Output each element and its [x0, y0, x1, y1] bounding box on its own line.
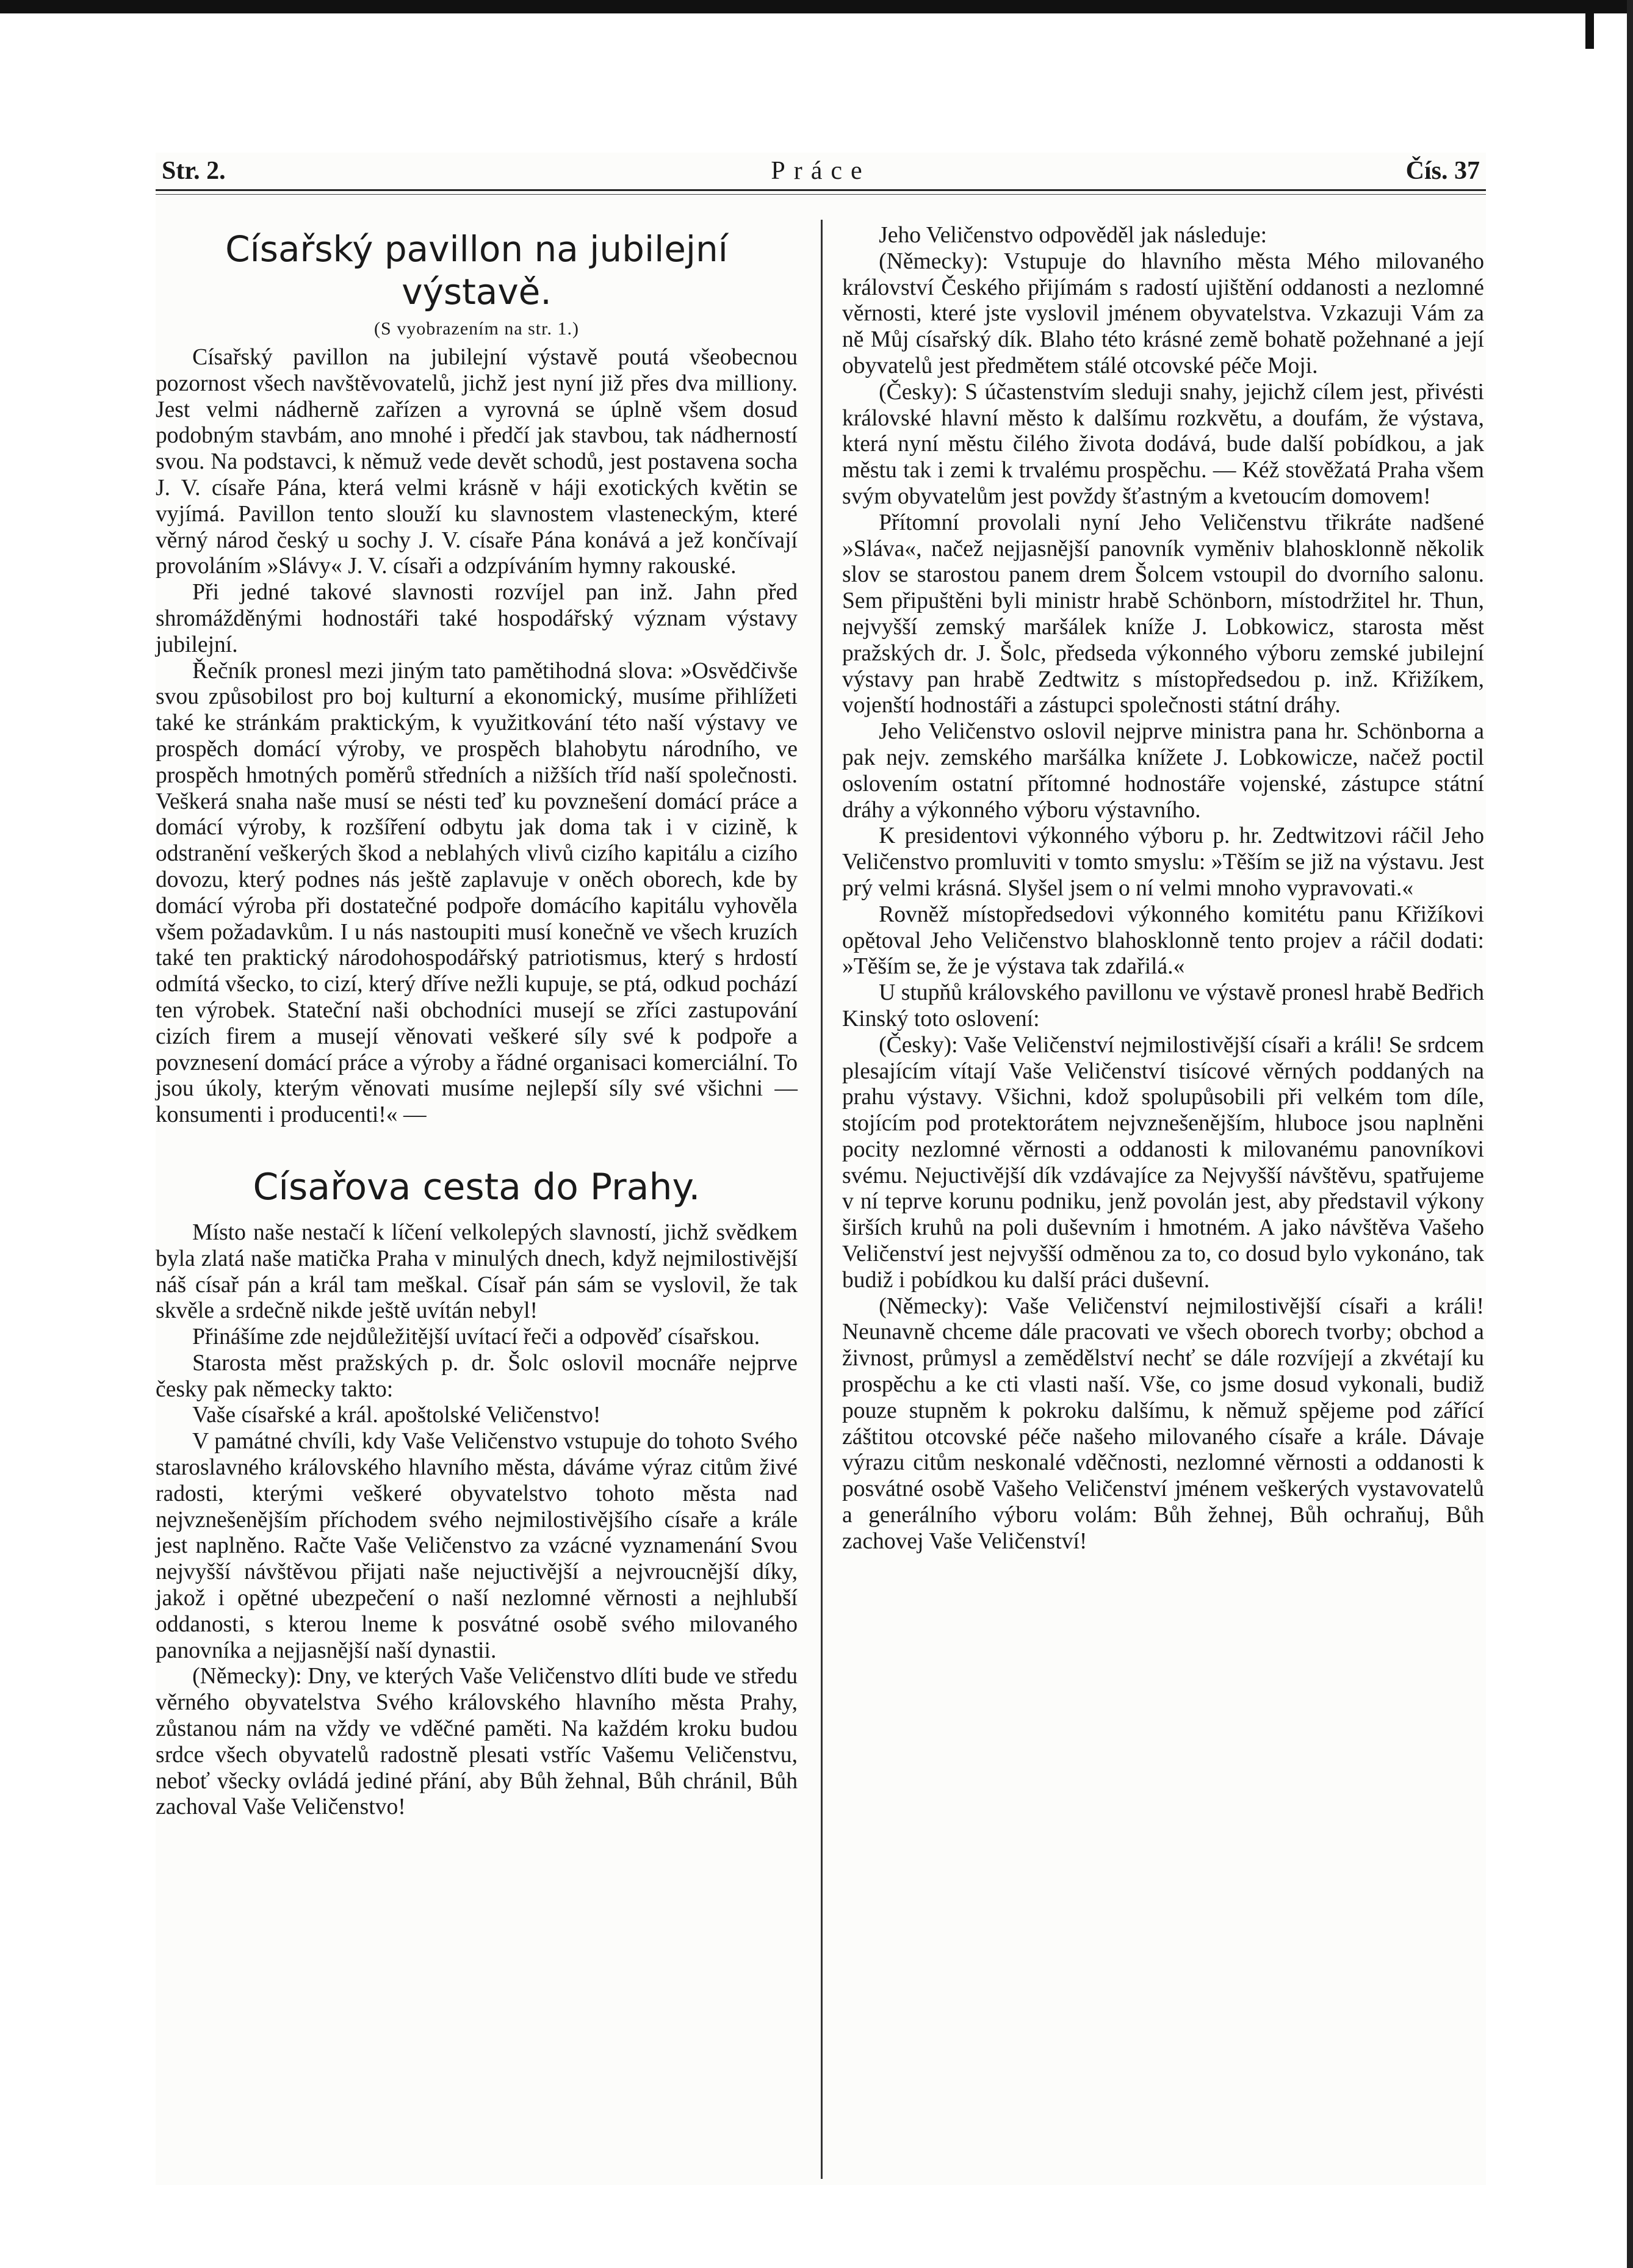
article-paragraph: (Německy): Dny, ve kterých Vaše Veličenstvo dlíti bude ve středu věrného obyvatelstva Svého královského hlavního města Prahy, zůstanou nám na vždy ve vděčné paměti. Na každém kroku budou srdce všech obyvatelů radostně plesati vstříc Vašemu Veličenstvu, neboť všecky ovládá jediné přání, aby Bůh žehnal, Bůh chránil, Bůh zachoval Vaše Veličenstvo!	[156, 1664, 798, 1820]
article-paragraph: (Německy): Vaše Veličenství nejmilostivější císaři a králi! Neunavně chceme dále pracovati ve všech oborech tvorby; obchod a živnost, průmysl a zemědělství nechť se dále rozvíjejí a zkvétají ku prospěchu a ke cti vlasti naší. Vše, co jsme dosud vykonali, budiž pouze stupněm k pokroku dalšímu, k němuž spějeme pod zářící záštitou otcovské péče našeho milovaného císaře a krále. Dávaje výrazu citům neskonalé vděčnosti, nezlomné věrnosti a oddanosti k posvátné osobě Vašeho Veličenství jménem veškerých vystavovatelů a generálního výboru volám: Bůh žehnej, Bůh ochraňuj, Bůh zachovej Vaše Veličenství!	[842, 1293, 1484, 1554]
article-paragraph: K presidentovi výkonného výboru p. hr. Zedtwitzovi ráčil Jeho Veličenstvo promluviti v tomto smyslu: »Těším se již na výstavu. Jest prý velmi krásná. Slyšel jsem o ní velmi mnoho vypravovati.«	[842, 823, 1484, 901]
issue-number: Čís. 37	[1405, 157, 1480, 185]
article-spacer	[156, 1129, 798, 1165]
newspaper-title: Práce	[771, 157, 871, 185]
article-paragraph: Starosta měst pražských p. dr. Šolc oslovil mocnáře nejprve česky pak německy takto:	[156, 1350, 798, 1402]
article-paragraph: U stupňů královského pavillonu ve výstavě pronesl hrabě Bedřich Kinský toto oslovení:	[842, 980, 1484, 1031]
left-column	[156, 223, 798, 1821]
article-paragraph: Rovněž místopředsedovi výkonného komitétu panu Křižíkovi opětoval Jeho Veličenstvo blahosklonně tento projev a ráčil dodati: »Těším se, že je výstava tak zdařilá.«	[842, 901, 1484, 980]
scan-border-top	[0, 0, 1633, 13]
scan-border-right	[1627, 0, 1633, 2268]
article-paragraph: (Česky): Vaše Veličenství nejmilostivější císaři a králi! Se srdcem plesajícím vítají Vaše Veličenství tisícové věrných poddaných na prahu výstavy. Všichni, kdož spolupůsobili při velkém tom díle, stojícím pod protektorátem nejvznešenějším, hluboce jsou naplněni pocity nezlomné věrnosti a oddanosti k milovanému panovníkovi svému. Nejuctivější dík vzdávajíce za Nejvyšší návštěvu, spatřujeme v ní teprve korunu podniku, jenž povolán jest, aby představil výkony širších kruhů na poli duševním i hmotném. A jako návštěva Vašeho Veličenství jest nejvyšší odměnou za to, co dosud bylo vykonáno, tak budiž i pobídkou ku další práci duševní.	[842, 1032, 1484, 1293]
header-rule	[156, 189, 1486, 191]
article-spacer	[156, 1209, 798, 1220]
scan-border-mark	[1585, 0, 1594, 49]
article-paragraph: Místo naše nestačí k líčení velkolepých slavností, jichž svědkem byla zlatá naše matička Praha v minulých dnech, když nejmilostivější náš císař pán a král tam meškal. Císař pán sám se vyslovil, že tak skvěle a srdečně nikde ještě uvítán nebyl!	[156, 1219, 798, 1324]
article-title-pavillon: Císařský pavillon na jubilejní výstavě.	[225, 228, 728, 312]
article-paragraph: Přinášíme zde nejdůležitější uvítací řeči a odpověď císařskou.	[192, 1324, 760, 1350]
page-number: Str. 2.	[162, 157, 226, 185]
running-header	[156, 153, 1486, 189]
article-paragraph: Přítomní provolali nyní Jeho Veličenstvu třikráte nadšené »Sláva«, načež nejjasnější panovník vyměniv blahosklonně několik slov se starostou panem drem Šolcem vstoupil do dvorního salonu. Sem připuštěni byli ministr hrabě Schönborn, místodržitel hr. Thun, nejvyšší zemský maršálek kníže J. Lobkowicz, starosta měst pražských dr. J. Šolc, předseda výkonného výboru zemské jubilejní výstavy pan hrabě Zedtwitz s místopředsedou p. inž. Křižíkem, vojenští hodnostáři a zástupci společnosti státní dráhy.	[842, 510, 1484, 718]
newspaper-page	[156, 153, 1486, 2185]
article-paragraph: Jeho Veličenstvo odpověděl jak následuje:	[879, 223, 1267, 248]
header-rule-thin	[156, 194, 1486, 195]
right-column	[842, 223, 1484, 1555]
article-title-cesta: Císařova cesta do Prahy.	[253, 1165, 701, 1208]
article-paragraph: Jeho Veličenstvo oslovil nejprve ministra pana hr. Schönborna a pak nejv. zemského maršálka knížete J. Lobkowicze, načež poctil oslovením ostatní přítomné hodnostáře vojenské, zástupce státní dráhy a výkonného výboru výstavního.	[842, 719, 1484, 823]
article-paragraph: (Německy): Vstupuje do hlavního města Mého milovaného království Českého přijímám s radostí ujištění oddanosti a nezlomné věrnosti, které jste vyslovil jménem obyvatelstva. Vzkazuji Vám za ně Můj císařský dík. Blaho této krásné země bohatě požehnané a její obyvatelů jest předmětem stálé otcovské péče Moji.	[842, 248, 1484, 378]
article-paragraph: Vaše císařské a král. apoštolské Veličenstvo!	[192, 1403, 601, 1428]
article-paragraph: Řečník pronesl mezi jiným tato pamětihodná slova: »Osvědčivše svou způsobilost pro boj kulturní a ekonomický, musíme přihlížeti také ke stránkám praktickým, k využitkování této naší výstavy ve prospěch domácí výroby, ve prospěch blahobytu národního, ve prospěch hmotných poměrů středních a nižších tříd naší společnosti. Veškerá snaha naše musí se nésti teď ku povznešení domácí práce a domácí výroby, k rozšíření odbytu jak doma tak i v cizině, k odstranění veškerých škod a neblahých vlivů cizího kapitálu a cizího dovozu, který podnes nás ještě zaplavuje v oněch oborech, kde by domácí výroba při dostatečné podpoře domácího kapitálu vyhověla všem požadavkům. I u nás nastoupiti musí konečně ve všech kruzích také ten praktický národohospodářský patriotismus, který s hrdostí odmítá všecko, to cizí, který dříve nežli kupuje, se ptá, odkud pochází ten výrobek. Stateční naši obchodníci musejí se zříci zastupování cizích firem a musejí věnovati veškeré síly své k podpoře a povznesení domácí práce a výroby a řádné organisaci komerciální. To jsou úkoly, kterým věnovati musíme nejlepší síly své všichni — konsumenti i producenti!« —	[156, 658, 798, 1128]
article-paragraph: (Česky): S účastenstvím sleduji snahy, jejichž cílem jest, přivésti královské hlavní město k dalšímu rozkvětu, a doufám, že výstava, která nyní městu čilého života dodává, bude další pobídkou, a jak městu tak i zemi k trvalému prospěchu. — Kéž stověžatá Praha všem svým obyvatelům jest povždy šťastným a kvetoucím domovem!	[842, 379, 1484, 509]
article-paragraph: V památné chvíli, kdy Vaše Veličenstvo vstupuje do tohoto Svého staroslavného královského hlavního města, dáváme výraz citům živé radosti, kterými veškeré obyvatelstvo tohoto města nad nejvznešenějším příchodem svého nejmilostivějšího císaře a krále jest naplněno. Račte Vaše Veličenstvo za vzácné vyznamenání Svou nejvyšší návštěvou přijati naše nejuctivější a nejvroucnější díky, jakož i opětné ubezpečení o naší nezlomné věrnosti a nejhlubší oddanosti, s kterou lneme k posvátné osobě svého milovaného panovníka a nejjasnější naší dynastii.	[156, 1429, 798, 1663]
article-paragraph: Císařský pavillon na jubilejní výstavě poutá všeobecnou pozornost všech navštěvovatelů, jichž jest nyní již přes dva milliony. Jest velmi nádherně zařízen a vyrovná se úplně všem dosud podobným stavbám, ano mnohé i předčí jak stavbou, tak nádherností svou. Na podstavci, k němuž vede devět schodů, jest postavena socha J. V. císaře Pána, která velmi krásně v háji exotických květin se vyjímá. Pavillon tento slouží ku slavnostem vlasteneckým, které věrný národ český u sochy J. V. císaře Pána konává a jež končívají provoláním »Slávy« J. V. císaři a odzpíváním hymny rakouské.	[156, 345, 798, 579]
column-divider	[821, 220, 823, 2179]
article-subtitle: (S vyobrazením na str. 1.)	[374, 319, 579, 339]
article-paragraph: Při jedné takové slavnosti rozvíjel pan inž. Jahn před shromážděnými hodnostáři také hospodářský význam výstavy jubilejní.	[156, 580, 798, 657]
